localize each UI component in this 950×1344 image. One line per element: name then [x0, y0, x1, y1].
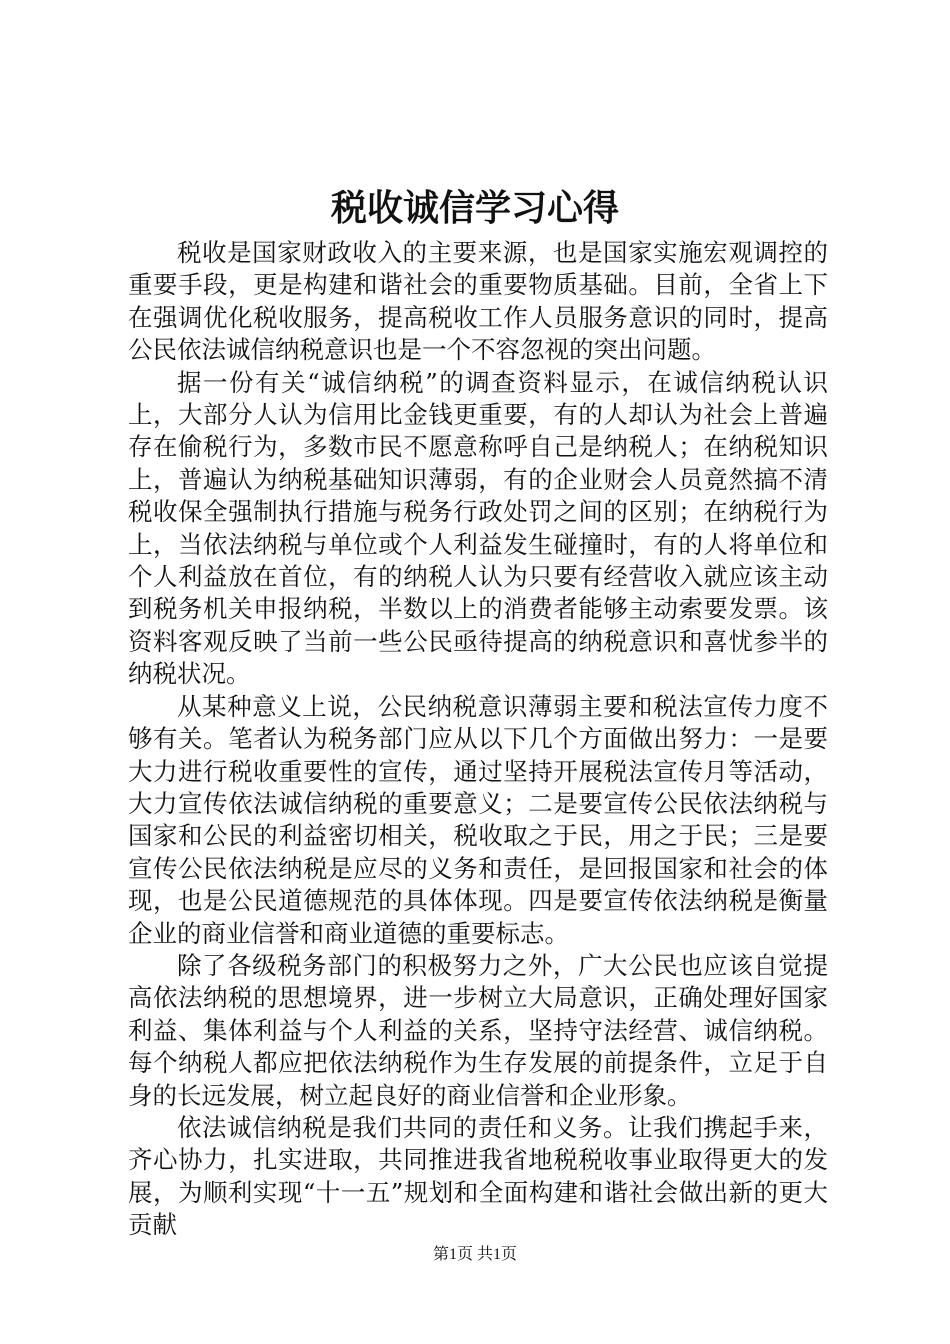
- paragraph-2: 据一份有关“诚信纳税”的调查资料显示，在诚信纳税认识上，大部分人认为信用比金钱更重要，有的人却认为社会上普遍存在偷税行为，多数市民不愿意称呼自己是纳税人；在纳税知识上，普遍认为纳税基础知识薄弱，有的企业财会人员竟然搞不清税收保全强制执行措施与税务行政处罚之间的区别；在纳税行为上，当依法纳税与单位或个人利益发生碰撞时，有的人将单位和个人利益放在首位，有的纳税人认为只要有经营收入就应该主动到税务机关申报纳税，半数以上的消费者能够主动索要发票。该资料客观反映了当前一些公民亟待提高的纳税意识和喜忧参半的纳税状况。: [128, 367, 828, 689]
- paragraph-3: 从某种意义上说，公民纳税意识薄弱主要和税法宣传力度不够有关。笔者认为税务部门应从以下几个方面做出努力：一是要大力进行税收重要性的宣传，通过坚持开展税法宣传月等活动，大力宣传依法诚信纳税的重要意义；二是要宣传公民依法纳税与国家和公民的利益密切相关，税收取之于民，用之于民；三是要宣传公民依法纳税是应尽的义务和责任，是回报国家和社会的体现，也是公民道德规范的具体体现。四是要宣传依法纳税是衡量企业的商业信誉和商业道德的重要标志。: [128, 691, 828, 948]
- document-body: [128, 237, 828, 1242]
- paragraph-5: 依法诚信纳税是我们共同的责任和义务。让我们携起手来，齐心协力，扎实进取，共同推进我省地税税收事业取得更大的发展，为顺利实现“十一五”规划和全面构建和谐社会做出新的更大贡献: [128, 1112, 828, 1240]
- page-number-footer: 第1页 共1页: [432, 1246, 517, 1263]
- paragraph-1: 税收是国家财政收入的主要来源，也是国家实施宏观调控的重要手段，更是构建和谐社会的重要物质基础。目前，全省上下在强调优化税收服务，提高税收工作人员服务意识的同时，提高公民依法诚信纳税意识也是一个不容忽视的突出问题。: [128, 238, 828, 365]
- paragraph-4: 除了各级税务部门的积极努力之外，广大公民也应该自觉提高依法纳税的思想境界，进一步树立大局意识，正确处理好国家利益、集体利益与个人利益的关系，坚持守法经营、诚信纳税。每个纳税人都应把依法纳税作为生存发展的前提条件，立足于自身的长远发展，树立起良好的商业信誉和企业形象。: [128, 950, 828, 1110]
- document-title: 税收诚信学习心得: [330, 187, 619, 229]
